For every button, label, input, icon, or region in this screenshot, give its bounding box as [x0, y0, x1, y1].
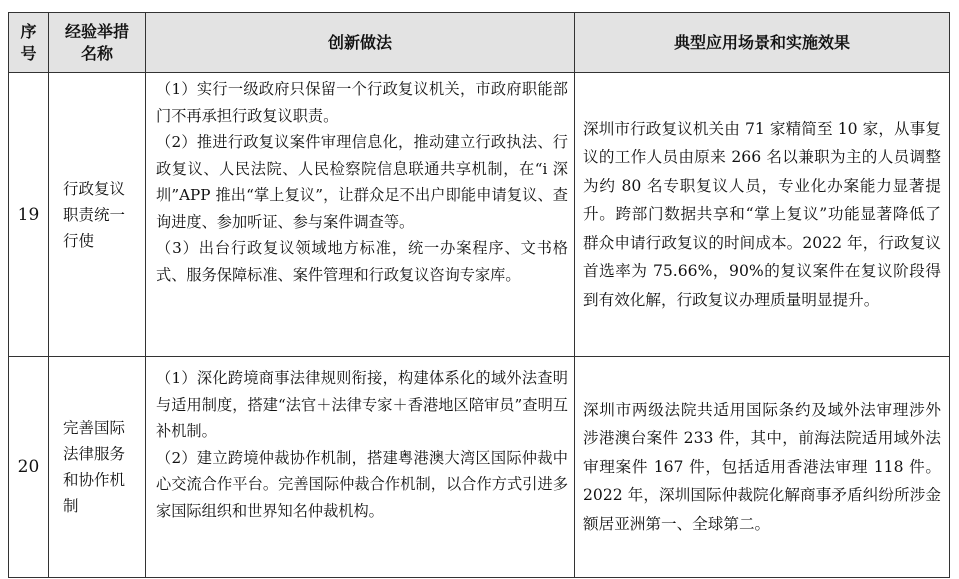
- row-number: 20: [9, 357, 49, 578]
- header-measures: 创新做法: [146, 13, 575, 73]
- experience-table: [8, 12, 950, 578]
- measure-item: （2）建立跨境仲裁协作机制，搭建粤港澳大湾区国际仲裁中心交流合作平台。完善国际仲裁合作机制，以合作方式引进多家国际组织和世界知名仲裁机构。: [156, 448, 568, 520]
- row-name: 完善国际法律服务和协作机制: [49, 357, 146, 578]
- row-measures: [146, 357, 575, 578]
- measure-item: （3）出台行政复议领域地方标准，统一办案程序、文书格式、服务保障标准、案件管理和行政复议咨询专家库。: [156, 239, 568, 284]
- row-name: 行政复议职责统一行使: [49, 73, 146, 357]
- table-row: [9, 357, 950, 578]
- table-row: [9, 73, 950, 357]
- row-effects: 深圳市两级法院共适用国际条约及域外法审理涉外涉港澳台案件 233 件，其中，前海法院适用域外法审理案件 167 件，包括适用香港法审理 118 件。2022 年，深圳国际仲裁院化解商事矛盾纠纷所涉金额居亚洲第一、全球第二。: [575, 357, 950, 578]
- row-number: 19: [9, 73, 49, 357]
- row-measures: [146, 73, 575, 357]
- table-header-row: [9, 13, 950, 73]
- measure-item: （1）深化跨境商事法律规则衔接，构建体系化的域外法查明与适用制度，搭建“法官＋法律专家＋香港地区陪审员”查明互补机制。: [156, 369, 568, 440]
- measure-item: （2）推进行政复议案件审理信息化，推动建立行政执法、行政复议、人民法院、人民检察院信息联通共享机制，在“i 深圳”APP 推出“掌上复议”，让群众足不出户即能申请复议、查询进度、参加听证、参与案件调查等。: [156, 133, 568, 231]
- row-effects: 深圳市行政复议机关由 71 家精简至 10 家，从事复议的工作人员由原来 266 名以兼职为主的人员调整为约 80 名专职复议人员，专业化办案能力显著提升。跨部门数据共享和“掌上复议”功能显著降低了群众申请行政复议的时间成本。2022 年，行政复议首选率为 75.66%，90%的复议案件在复议阶段得到有效化解，行政复议办理质量明显提升。: [575, 73, 950, 357]
- header-effects: 典型应用场景和实施效果: [575, 13, 950, 73]
- measure-item: （1）实行一级政府只保留一个行政复议机关，市政府职能部门不再承担行政复议职责。: [156, 80, 568, 125]
- header-number: 序号: [9, 13, 49, 73]
- header-name: 经验举措名称: [49, 13, 146, 73]
